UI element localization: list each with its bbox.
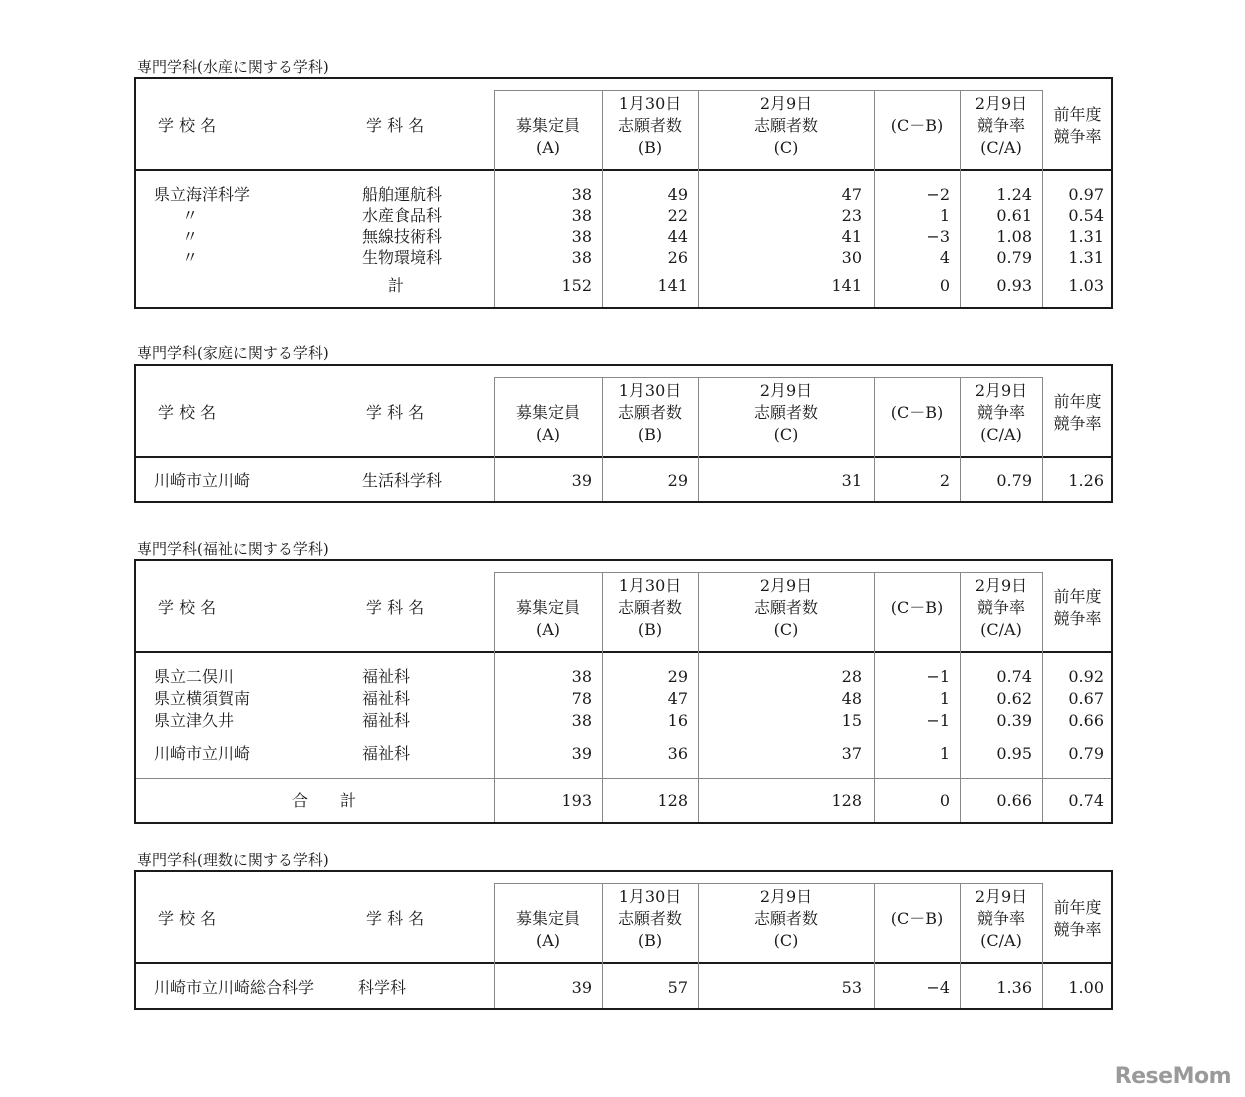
cell-jan: 26 bbox=[667, 248, 688, 267]
header-jan: 1月30日 志願者数 (B) bbox=[617, 381, 682, 444]
cell-jan: 36 bbox=[667, 744, 688, 763]
table-header bbox=[136, 561, 1111, 653]
cell-rate: 1.08 bbox=[996, 227, 1032, 246]
cell-feb: 30 bbox=[841, 248, 862, 267]
cell-feb: 23 bbox=[841, 206, 862, 225]
cell-feb: 41 bbox=[841, 227, 862, 246]
dept-name: 無線技術科 bbox=[362, 227, 443, 246]
dept-name: 福祉科 bbox=[362, 689, 411, 708]
cell-feb: 15 bbox=[841, 711, 862, 730]
header-diff: (C－B) bbox=[890, 598, 944, 617]
header-dept: 学 科 名 bbox=[366, 598, 425, 617]
cell-capacity: 38 bbox=[571, 185, 592, 204]
header-dept: 学 科 名 bbox=[366, 909, 425, 928]
total-rate: 0.93 bbox=[996, 276, 1032, 295]
school-name: 〃 bbox=[182, 227, 199, 246]
cell-rate: 0.79 bbox=[996, 248, 1032, 267]
total-feb: 141 bbox=[831, 276, 862, 295]
header-diff: (C－B) bbox=[890, 403, 944, 422]
school-name: 川崎市立川崎 bbox=[154, 471, 251, 490]
table-home-economics bbox=[134, 364, 1113, 503]
cell-prev: 0.54 bbox=[1068, 206, 1104, 225]
section-title: 専門学科(水産に関する学科) bbox=[137, 58, 329, 76]
cell-jan: 49 bbox=[667, 185, 688, 204]
cell-jan: 47 bbox=[667, 689, 688, 708]
header-school: 学 校 名 bbox=[158, 116, 217, 135]
cell-prev: 1.00 bbox=[1068, 978, 1104, 997]
section-title: 専門学科(福祉に関する学科) bbox=[137, 540, 329, 558]
header-diff: (C－B) bbox=[890, 909, 944, 928]
cell-feb: 53 bbox=[841, 978, 862, 997]
cell-rate: 0.74 bbox=[996, 667, 1032, 686]
cell-diff: −3 bbox=[926, 227, 950, 246]
cell-diff: 1 bbox=[939, 689, 950, 708]
total-rate: 0.66 bbox=[996, 791, 1032, 810]
header-capacity: 募集定員 (A) bbox=[515, 598, 580, 639]
dept-name: 福祉科 bbox=[362, 711, 411, 730]
total-jan: 128 bbox=[657, 791, 688, 810]
cell-diff: 4 bbox=[939, 248, 950, 267]
cell-jan: 29 bbox=[667, 667, 688, 686]
school-name: 県立横須賀南 bbox=[154, 689, 251, 708]
header-feb: 2月9日 志願者数 (C) bbox=[753, 381, 818, 444]
cell-feb: 47 bbox=[841, 185, 862, 204]
header-rate: 2月9日 競争率 (C/A) bbox=[974, 576, 1028, 639]
header-prev: 前年度 競争率 bbox=[1053, 105, 1102, 146]
cell-rate: 1.36 bbox=[996, 978, 1032, 997]
cell-feb: 28 bbox=[841, 667, 862, 686]
total-prev: 0.74 bbox=[1068, 791, 1104, 810]
cell-capacity: 39 bbox=[571, 978, 592, 997]
header-rate: 2月9日 競争率 (C/A) bbox=[974, 381, 1028, 444]
cell-capacity: 38 bbox=[571, 711, 592, 730]
cell-prev: 0.97 bbox=[1068, 185, 1104, 204]
header-rate: 2月9日 競争率 (C/A) bbox=[974, 887, 1028, 950]
header-capacity: 募集定員 (A) bbox=[515, 909, 580, 950]
cell-rate: 0.79 bbox=[996, 471, 1032, 490]
dept-name: 福祉科 bbox=[362, 744, 411, 763]
header-school: 学 校 名 bbox=[158, 403, 217, 422]
cell-rate: 0.95 bbox=[996, 744, 1032, 763]
school-name: 県立二俣川 bbox=[154, 667, 235, 686]
total-prev: 1.03 bbox=[1068, 276, 1104, 295]
total-diff: 0 bbox=[939, 276, 950, 295]
header-capacity: 募集定員 (A) bbox=[515, 116, 580, 157]
cell-prev: 0.79 bbox=[1068, 744, 1104, 763]
cell-diff: 2 bbox=[939, 471, 950, 490]
header-diff: (C－B) bbox=[890, 116, 944, 135]
header-jan: 1月30日 志願者数 (B) bbox=[617, 94, 682, 157]
cell-capacity: 38 bbox=[571, 248, 592, 267]
school-name: 川崎市立川崎総合科学 bbox=[154, 978, 315, 997]
cell-jan: 16 bbox=[667, 711, 688, 730]
cell-rate: 0.61 bbox=[996, 206, 1032, 225]
cell-capacity: 39 bbox=[571, 471, 592, 490]
cell-capacity: 38 bbox=[571, 227, 592, 246]
section-title: 専門学科(理数に関する学科) bbox=[137, 851, 329, 869]
table-header bbox=[136, 872, 1111, 964]
school-name: 県立海洋科学 bbox=[154, 185, 251, 204]
cell-prev: 1.31 bbox=[1068, 248, 1104, 267]
cell-prev: 0.67 bbox=[1068, 689, 1104, 708]
header-rate: 2月9日 競争率 (C/A) bbox=[974, 94, 1028, 157]
cell-rate: 0.39 bbox=[996, 711, 1032, 730]
cell-capacity: 39 bbox=[571, 744, 592, 763]
header-prev: 前年度 競争率 bbox=[1053, 898, 1102, 939]
total-diff: 0 bbox=[939, 791, 950, 810]
cell-prev: 1.31 bbox=[1068, 227, 1104, 246]
cell-capacity: 38 bbox=[571, 206, 592, 225]
cell-jan: 57 bbox=[667, 978, 688, 997]
dept-name: 水産食品科 bbox=[362, 206, 443, 225]
cell-diff: 1 bbox=[939, 744, 950, 763]
header-feb: 2月9日 志願者数 (C) bbox=[753, 887, 818, 950]
cell-feb: 48 bbox=[841, 689, 862, 708]
header-dept: 学 科 名 bbox=[366, 403, 425, 422]
cell-diff: −2 bbox=[926, 185, 950, 204]
header-prev: 前年度 競争率 bbox=[1053, 392, 1102, 433]
header-school: 学 校 名 bbox=[158, 598, 217, 617]
cell-capacity: 38 bbox=[571, 667, 592, 686]
header-prev: 前年度 競争率 bbox=[1053, 587, 1102, 628]
table-header bbox=[136, 79, 1111, 171]
table-header bbox=[136, 366, 1111, 458]
cell-diff: −1 bbox=[926, 711, 950, 730]
watermark-logo: ReseMom bbox=[1114, 1064, 1231, 1089]
section-title: 専門学科(家庭に関する学科) bbox=[137, 344, 329, 362]
cell-capacity: 78 bbox=[571, 689, 592, 708]
header-feb: 2月9日 志願者数 (C) bbox=[753, 94, 818, 157]
dept-name: 船舶運航科 bbox=[362, 185, 443, 204]
cell-jan: 29 bbox=[667, 471, 688, 490]
header-school: 学 校 名 bbox=[158, 909, 217, 928]
cell-rate: 1.24 bbox=[996, 185, 1032, 204]
total-label: 計 bbox=[388, 276, 405, 295]
total-label: 合 計 bbox=[292, 791, 357, 810]
header-capacity: 募集定員 (A) bbox=[515, 403, 580, 444]
dept-name: 生活科学科 bbox=[362, 471, 443, 490]
table-science bbox=[134, 870, 1113, 1010]
total-capacity: 193 bbox=[561, 791, 592, 810]
cell-feb: 31 bbox=[841, 471, 862, 490]
cell-diff: 1 bbox=[939, 206, 950, 225]
cell-prev: 1.26 bbox=[1068, 471, 1104, 490]
table-welfare bbox=[134, 559, 1113, 824]
header-dept: 学 科 名 bbox=[366, 116, 425, 135]
cell-rate: 0.62 bbox=[996, 689, 1032, 708]
table-fisheries bbox=[134, 77, 1113, 309]
header-jan: 1月30日 志願者数 (B) bbox=[617, 887, 682, 950]
total-feb: 128 bbox=[831, 791, 862, 810]
cell-prev: 0.66 bbox=[1068, 711, 1104, 730]
cell-diff: −4 bbox=[926, 978, 950, 997]
school-name: 〃 bbox=[182, 206, 199, 225]
school-name: 県立津久井 bbox=[154, 711, 235, 730]
cell-jan: 22 bbox=[667, 206, 688, 225]
total-capacity: 152 bbox=[561, 276, 592, 295]
dept-name: 生物環境科 bbox=[362, 248, 443, 267]
total-jan: 141 bbox=[657, 276, 688, 295]
header-jan: 1月30日 志願者数 (B) bbox=[617, 576, 682, 639]
school-name: 〃 bbox=[182, 248, 199, 267]
cell-feb: 37 bbox=[841, 744, 862, 763]
cell-diff: −1 bbox=[926, 667, 950, 686]
cell-jan: 44 bbox=[667, 227, 688, 246]
cell-prev: 0.92 bbox=[1068, 667, 1104, 686]
dept-name: 福祉科 bbox=[362, 667, 411, 686]
school-name: 川崎市立川崎 bbox=[154, 744, 251, 763]
dept-name: 科学科 bbox=[358, 978, 407, 997]
header-feb: 2月9日 志願者数 (C) bbox=[753, 576, 818, 639]
